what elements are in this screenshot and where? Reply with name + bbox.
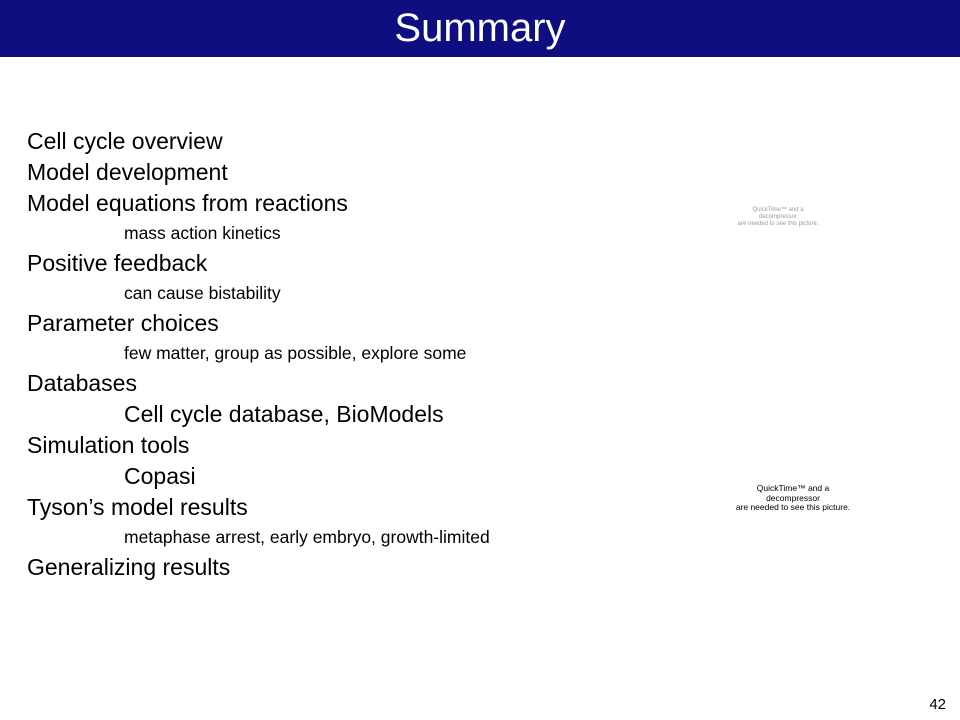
page-number: 42: [929, 696, 946, 713]
outline-item: Cell cycle overview: [27, 128, 223, 154]
outline-subitem: mass action kinetics: [124, 223, 281, 243]
outline-item: Parameter choices: [27, 310, 219, 336]
image-placeholder-bottom: [735, 484, 851, 513]
outline-subitem: Copasi: [124, 463, 196, 489]
placeholder-line: QuickTime™ and a: [756, 483, 830, 493]
placeholder-line: decompressor: [766, 492, 820, 503]
outline-item: Tyson’s model results: [27, 494, 248, 520]
placeholder-line: decompressor: [758, 214, 797, 220]
outline-subitem: metaphase arrest, early embryo, growth-limited: [124, 527, 490, 547]
outline-subitem: Cell cycle database, BioModels: [124, 401, 444, 427]
outline-item: Databases: [27, 370, 137, 396]
outline-subitem: can cause bistability: [124, 283, 281, 303]
image-placeholder-top: [728, 207, 828, 228]
outline-list: [27, 126, 687, 583]
outline-item: Model development: [27, 159, 228, 185]
outline-item: Positive feedback: [27, 250, 208, 276]
placeholder-line: are needed to see this picture.: [737, 221, 819, 227]
outline-subitem: few matter, group as possible, explore some: [124, 343, 467, 363]
placeholder-line: QuickTime™ and a: [752, 207, 804, 213]
outline-item: Simulation tools: [27, 432, 190, 458]
outline-item: Model equations from reactions: [27, 190, 348, 216]
title-bar: [0, 0, 960, 57]
outline-item: Generalizing results: [27, 554, 231, 580]
placeholder-line: are needed to see this picture.: [735, 502, 851, 512]
slide-title: Summary: [394, 6, 566, 50]
